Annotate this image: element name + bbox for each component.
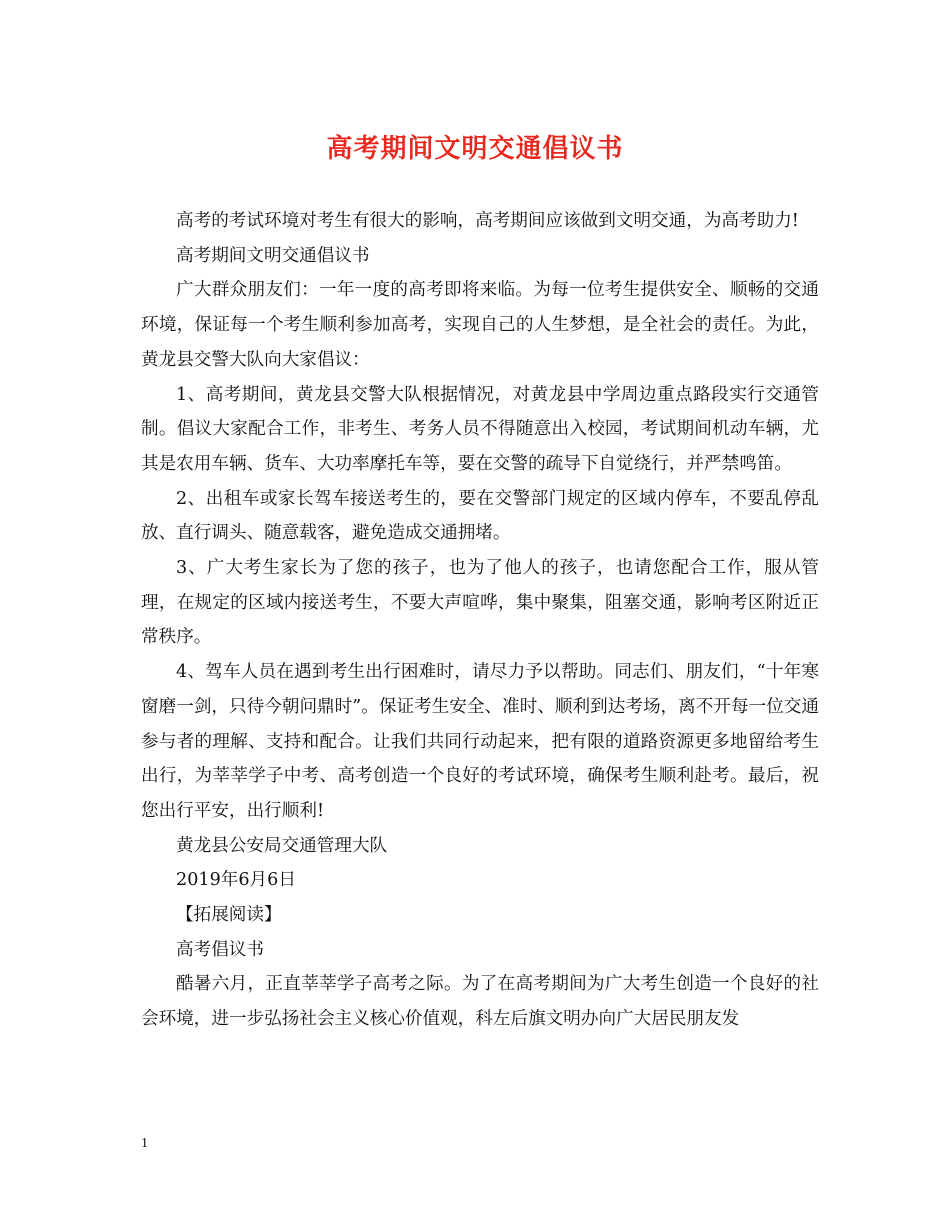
signature-organization: 黄龙县公安局交通管理大队 [176, 835, 388, 856]
paragraph-item-2: 2、出租车或家长驾车接送考生的，要在交警部门规定的区域内停车，不要乱停乱放、直行调头、随意载客，避免造成交通拥堵。 [141, 488, 819, 544]
document-body [141, 204, 819, 1037]
page-number: 1 [141, 1136, 148, 1151]
paragraph-intro: 高考的考试环境对考生有很大的影响，高考期间应该做到文明交通，为高考助力! [176, 211, 799, 231]
paragraph-item-3: 3、广大考生家长为了您的孩子，也为了他人的孩子，也请您配合工作，服从管理，在规定的区域内接送考生，不要大声喧哗，集中聚集，阻塞交通，影响考区附近正常秩序。 [141, 558, 819, 648]
extended-reading-heading: 【拓展阅读】 [176, 905, 282, 926]
extended-reading-title: 高考倡议书 [176, 939, 264, 960]
extended-reading-paragraph: 酷暑六月，正直莘莘学子高考之际。为了在高考期间为广大考生创造一个良好的社会环境，进一步弘扬社会主义核心价值观，科左后旗文明办向广大居民朋友发 [141, 974, 819, 1030]
paragraph-item-1: 1、高考期间，黄龙县交警大队根据情况，对黄龙县中学周边重点路段实行交通管制。倡议大家配合工作，非考生、考务人员不得随意出入校园，考试期间机动车辆，尤其是农用车辆、货车、大功率摩托车等，要在交警的疏导下自觉绕行，并严禁鸣笛。 [141, 384, 819, 474]
paragraph-subtitle: 高考期间文明交通倡议书 [176, 245, 370, 266]
paragraph-item-4: 4、驾车人员在遇到考生出行困难时，请尽力予以帮助。同志们、朋友们，“十年寒窗磨一剑，只待今朝问鼎时”。保证考生安全、准时、顺利到达考场，离不开每一位交通参与者的理解、支持和配合。让我们共同行动起来，把有限的道路资源更多地留给考生出行，为莘莘学子中考、高考创造一个良好的考试环境，确保考生顺利赴考。最后，祝您出行平安，出行顺利! [141, 662, 819, 821]
signature-date: 2019年6月6日 [176, 870, 296, 891]
paragraph-greeting: 广大群众朋友们：一年一度的高考即将来临。为每一位考生提供安全、顺畅的交通环境，保证每一个考生顺利参加高考，实现自己的人生梦想，是全社会的责任。为此，黄龙县交警大队向大家倡议： [141, 280, 819, 370]
document-title: 高考期间文明交通倡议书 [326, 134, 624, 164]
